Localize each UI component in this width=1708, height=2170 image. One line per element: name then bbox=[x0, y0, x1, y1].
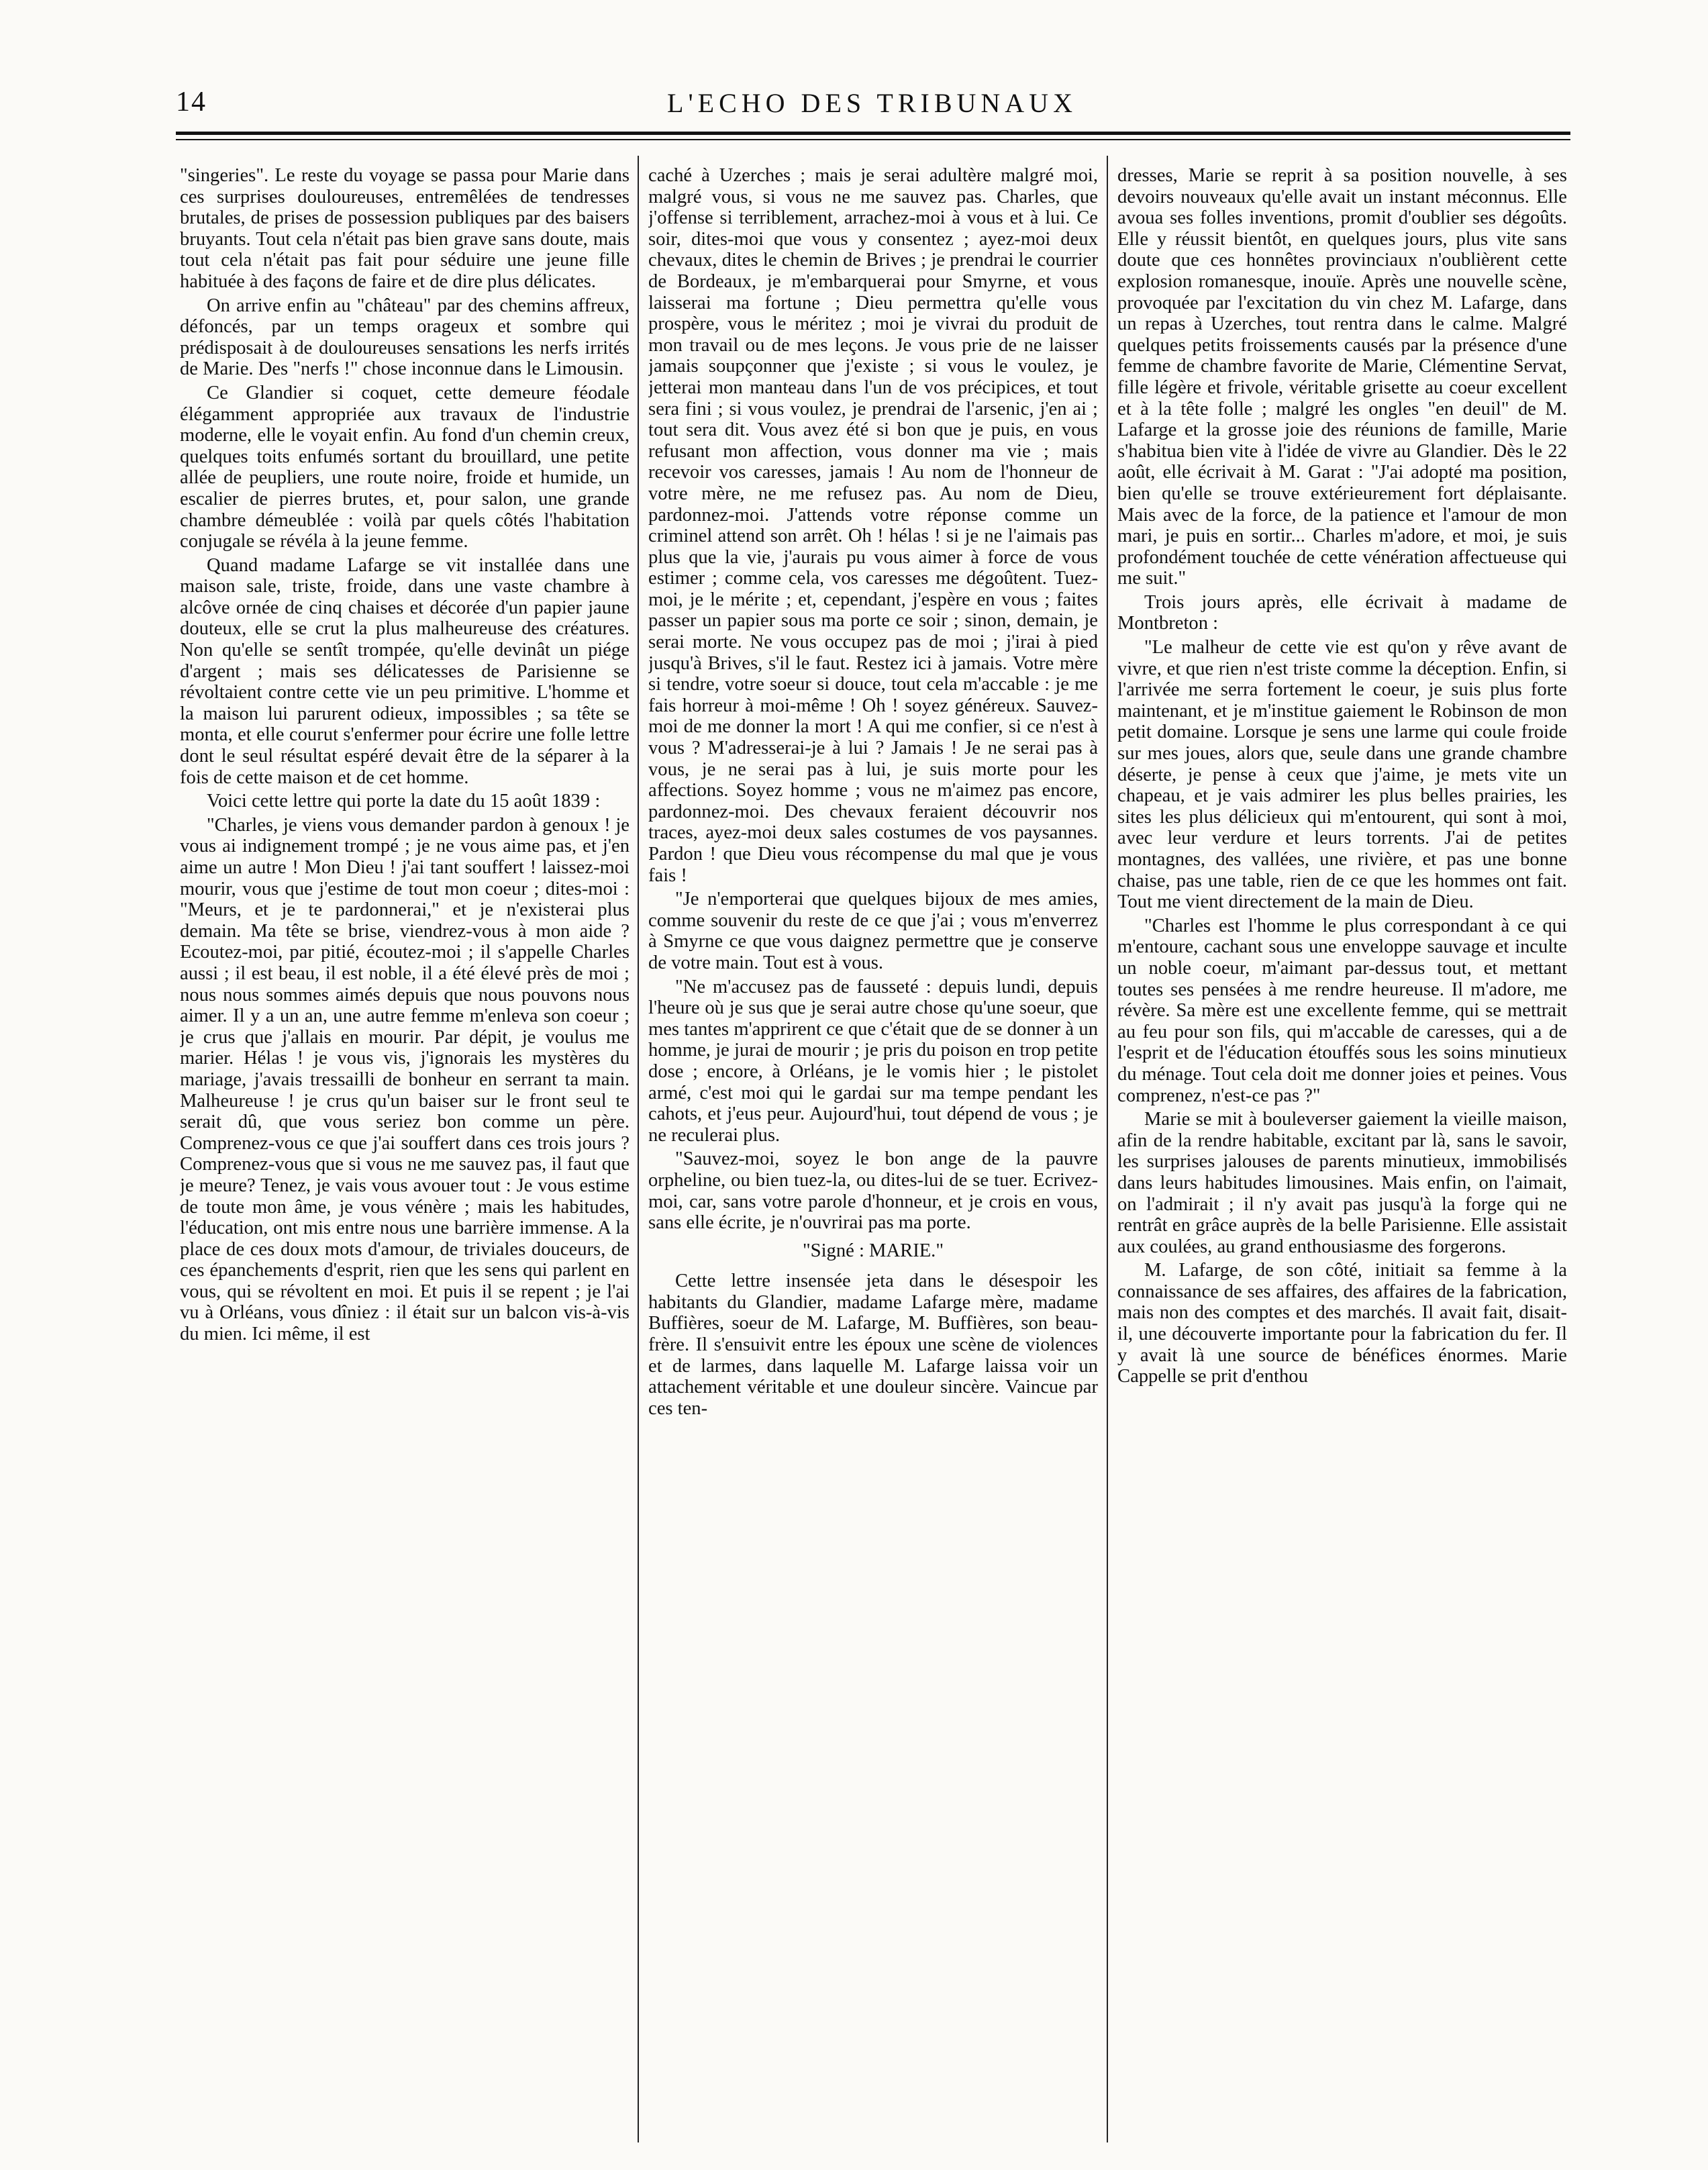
column-divider-1 bbox=[638, 156, 639, 2142]
column-2 bbox=[648, 165, 1098, 2144]
column-1 bbox=[180, 165, 630, 2144]
paragraph: On arrive enfin au "château" par des chemins affreux, défoncés, par un temps orageux et sombre qui prédisposait à de douloureuses sensations les nerfs irrités de Marie. Des "nerfs !" chose inconnue dans le Limousin. bbox=[180, 295, 630, 380]
letter-paragraph: "Sauvez-moi, soyez le bon ange de la pauvre orpheline, ou bien tuez-la, ou dites-lui de se tuer. Ecrivez-moi, car, sans votre parole d'honneur, et je crois en vous, sans elle écrite, je n'ouvrirai pas ma porte. bbox=[648, 1148, 1098, 1234]
paragraph: Quand madame Lafarge se vit installée dans une maison sale, triste, froide, dans une vaste chambre à alcôve ornée de cinq chaises et décorée d'un papier jaune douteux, elle se crut la plus malheureuse des créatures. Non qu'elle se sentît trompée, qu'elle devinât un piége d'argent ; mais ses délicatesses de Parisienne se révoltaient contre cette vie un peu primitive. L'homme et la maison lui parurent odieux, impossibles ; sa tête se monta, et elle courut s'enfermer pour écrire une folle lettre dont le seul résultat espéré devait être de la séparer à la fois de cette maison et de cet homme. bbox=[180, 554, 630, 788]
paragraph: Voici cette lettre qui porte la date du 15 août 1839 : bbox=[207, 791, 601, 812]
page-header bbox=[176, 86, 1568, 133]
masthead-title: L'ECHO DES TRIBUNAUX bbox=[667, 88, 1077, 118]
column-divider-2 bbox=[1107, 156, 1108, 2142]
paragraph: Trois jours après, elle écrivait à madame de Montbreton : bbox=[1117, 591, 1567, 634]
paragraph: Marie se mit à bouleverser gaiement la vieille maison, afin de la rendre habitable, excitant par là, sans le savoir, les surprises jalouses de parents minutieux, immobilisés dans leurs habitudes limousines. Mais enfin, on l'aimait, on l'admirait ; il n'y avait pas jusqu'à la forge qui ne rentrât en grâce auprès de la belle Parisienne. Elle assistait aux coulées, au grand enthousiasme des forgerons. bbox=[1117, 1109, 1567, 1257]
paragraph: Ce Glandier si coquet, cette demeure féodale élégamment appropriée aux travaux de l'industrie moderne, elle le voyait enfin. Au fond d'un chemin creux, quelques toits enfumés sortant du brouillard, une petite allée de peupliers, une route noire, froide et humide, un escalier de pierres brutes, et, pour salon, une grande chambre démeublée : voilà par quels côtés l'habitation conjugale se révéla à la jeune femme. bbox=[180, 382, 630, 552]
column-3 bbox=[1117, 165, 1567, 2144]
page-number: 14 bbox=[176, 87, 207, 117]
letter-paragraph: "Charles, je viens vous demander pardon à genoux ! je vous ai indignement trompé ; je ne vous aime pas, et j'en aime un autre ! Mon Dieu ! j'ai tant souffert ! laissez-moi mourir, vous que j'estime de tout mon coeur ; dites-moi : "Meurs, et je te pardonnerai," et je n'existerai plus demain. Ma tête se brise, viendrez-vous à mon aide ? Ecoutez-moi, par pitié, écoutez-moi ; il s'appelle Charles aussi ; il est beau, il est noble, il a été élevé près de moi ; nous nous sommes aimés depuis que nous pouvons nous aimer. Il y a un an, une autre femme m'enleva son coeur ; je crus que j'allais en mourir. Par dépit, je voulus me marier. Hélas ! je vous vis, j'ignorais les mystères du mariage, j'avais tressailli de bonheur en serrant ta main. Malheureuse ! je crus qu'un baiser sur le front seul te serait dû, que vous seriez bon comme un père. Comprenez-vous ce que j'ai souffert dans ces trois jours ? Comprenez-vous que si vous ne me sauvez pas, il faut que je meure? Tenez, je vais vous avouer tout : Je vous estime de toute mon âme, je vous vénère ; mais les habitudes, l'éducation, ont mis entre nous une barrière immense. A la place de ces doux mots d'amour, de triviales douceurs, de ces épanchements d'esprit, rien que les sens qui parlent en vous, qui se révoltent en moi. Et puis il se repent ; je l'ai vu à Orléans, vous dîniez : il était sur un balcon vis-à-vis du mien. Ici même, il est bbox=[180, 814, 630, 1345]
letter-paragraph: "Charles est l'homme le plus correspondant à ce qui m'entoure, cachant sous une enveloppe sauvage et inculte un noble coeur, m'aimant par-dessus tout, et mettant toutes ses pensées à me rendre heureuse. Il m'adore, me révère. Sa mère est une excellente femme, qui se mettrait au feu pour son fils, qui m'accable de caresses, qui a de l'esprit et de l'éducation étouffés sous les soins minutieux du ménage. Tout cela doit me donner joies et peines. Vous comprenez, n'est-ce pas ?" bbox=[1117, 915, 1567, 1106]
letter-signature: "Signé : MARIE." bbox=[803, 1240, 944, 1261]
paragraph: Cette lettre insensée jeta dans le désespoir les habitants du Glandier, madame Lafarge mère, madame Buffières, soeur de M. Lafarge, M. Buffières, son beau-frère. Il s'ensuivit entre les époux une scène de violences et de larmes, dans laquelle M. Lafarge laissa voir un attachement véritable et une douleur sincère. Vaincue par ces ten- bbox=[648, 1271, 1098, 1419]
paragraph: dresses, Marie se reprit à sa position nouvelle, à ses devoirs nouveaux qu'elle avait un instant méconnus. Elle avoua ses folles inventions, promit d'oublier ses dégoûts. Elle y réussit bientôt, en quelques jours, plus vite sans doute que ces honnêtes provinciaux n'oublièrent cette explosion romanesque, inouïe. Après une nouvelle scène, provoquée par l'excitation du vin chez M. Lafarge, dans un repas à Uzerches, tout rentra dans le calme. Malgré quelques petits froissements causés par la présence d'une femme de chambre favorite de Marie, Clémentine Servat, fille légère et frivole, véritable grisette au coeur excellent et à la tête folle ; malgré les ongles "en deuil" de M. Lafarge et la grosse joie des réunions de famille, Marie s'habitua bien vite à l'idée de vivre au Glandier. Dès le 22 août, elle écrivait à M. Garat : "J'ai adopté ma position, bien qu'elle se trouve extérieurement fort déplaisante. Mais avec de la force, de la patience et l'amour de mon mari, je puis en sortir... Charles m'adore, et moi, je suis profondément touchée de cette vénération affectueuse qui me suit." bbox=[1117, 165, 1567, 589]
letter-paragraph: "Le malheur de cette vie est qu'on y rêve avant de vivre, et que rien n'est triste comme la déception. Enfin, si l'arrivée me serra fortement le coeur, je suis plus forte maintenant, et je m'institue gaiement le Robinson de mon petit domaine. Lorsque je sens une larme qui coule froide sur mes joues, alors que, seule dans une grande chambre déserte, je pense à ceux que j'aime, je mets vite un chapeau, et je vais admirer les plus belles prairies, les sites les plus délicieux qui m'entourent, qui sont à moi, avec leur verdure et leurs torrents. J'ai de petites montagnes, des vallées, une rivière, et pas une bonne chaise, pas une table, rien de ce que les hommes ont fait. Tout me vient directement de la main de Dieu. bbox=[1117, 637, 1567, 913]
letter-paragraph: caché à Uzerches ; mais je serai adultère malgré moi, malgré vous, si vous ne me sauvez pas. Charles, que j'offense si terriblement, arrachez-moi à vous et à lui. Ce soir, dites-moi que vous y consentez ; ayez-moi deux chevaux, dites le chemin de Brives ; je prendrai le courrier de Bordeaux, je m'embarquerai pour Smyrne, et vous laisserai ma fortune ; Dieu permettra qu'elle vous prospère, vous le méritez ; moi je vivrai du produit de mon travail ou de mes leçons. Je vous prie de ne laisser jamais soupçonner que j'existe ; si vous le voulez, je jetterai mon manteau dans l'un de vos précipices, et tout sera fini ; si vous voulez, je prendrai de l'arsenic, j'en ai ; tout sera dit. Vous avez été si bon que je puis, en vous refusant mon affection, vous donner ma vie ; mais recevoir vos caresses, jamais ! Au nom de l'honneur de votre mère, ne me refusez pas. Au nom de Dieu, pardonnez-moi. J'attends votre réponse comme un criminel attend son arrêt. Oh ! hélas ! si je ne l'aimais pas plus que la vie, j'aurais pu vous aimer à force de vous estimer ; comme cela, vos caresses me dégoûtent. Tuez-moi, je le mérite ; et, cependant, j'espère en vous ; faites passer un papier sous ma porte ce soir ; sinon, demain, je serai morte. Ne vous occupez pas de moi ; j'irai à pied jusqu'à Brives, s'il le faut. Restez ici à jamais. Votre mère si tendre, votre soeur si douce, tout cela m'accable : je me fais horreur à moi-même ! Oh ! soyez généreux. Sauvez-moi de me donner la mort ! A qui me confier, si ce n'est à vous ? M'adresserai-je à lui ? Jamais ! Je ne serai pas à vous, je ne serai pas à lui, je suis morte pour les affections. Soyez homme ; vous ne m'aimez pas encore, pardonnez-moi. Des chevaux feraient découvrir nos traces, ayez-moi deux sales costumes de vos paysannes. Pardon ! que Dieu vous récompense du mal que je vous fais ! bbox=[648, 165, 1098, 886]
letter-paragraph: "Je n'emporterai que quelques bijoux de mes amies, comme souvenir du reste de ce que j'ai ; vous m'enverrez à Smyrne ce que vous daignez permettre que je conserve de votre main. Tout est à vous. bbox=[648, 889, 1098, 973]
header-rule-thin bbox=[176, 139, 1570, 140]
paragraph: M. Lafarge, de son côté, initiait sa femme à la connaissance de ses affaires, des affaires de la fabrication, mais non des comptes et des marchés. Il avait fait, disait-il, une découverte importante pour la fabrication du fer. Il y avait là une source de bénéfices énormes. Marie Cappelle se prit d'enthou bbox=[1117, 1260, 1567, 1387]
header-rule-thick bbox=[176, 132, 1570, 135]
letter-paragraph: "Ne m'accusez pas de fausseté : depuis lundi, depuis l'heure où je sus que je serai autre chose qu'une soeur, que mes tantes m'apprirent ce que c'était que de se donner à un homme, je jurai de mourir ; je pris du poison en trop petite dose ; encore, à Orléans, je le vomis hier ; le pistolet armé, c'est moi qui le gardai sur ma tempe pendant les cahots, et j'eus peur. Aujourd'hui, tout dépend de vous ; je ne reculerai plus. bbox=[648, 976, 1098, 1146]
paragraph: "singeries". Le reste du voyage se passa pour Marie dans ces surprises douloureuses, entremêlées de tendresses brutales, de prises de possession publiques par des baisers bruyants. Tout cela n'était pas bien grave sans doute, mais tout cela n'était pas fait pour séduire une jeune fille habituée à des façons de faire et de dire plus délicates. bbox=[180, 165, 630, 292]
